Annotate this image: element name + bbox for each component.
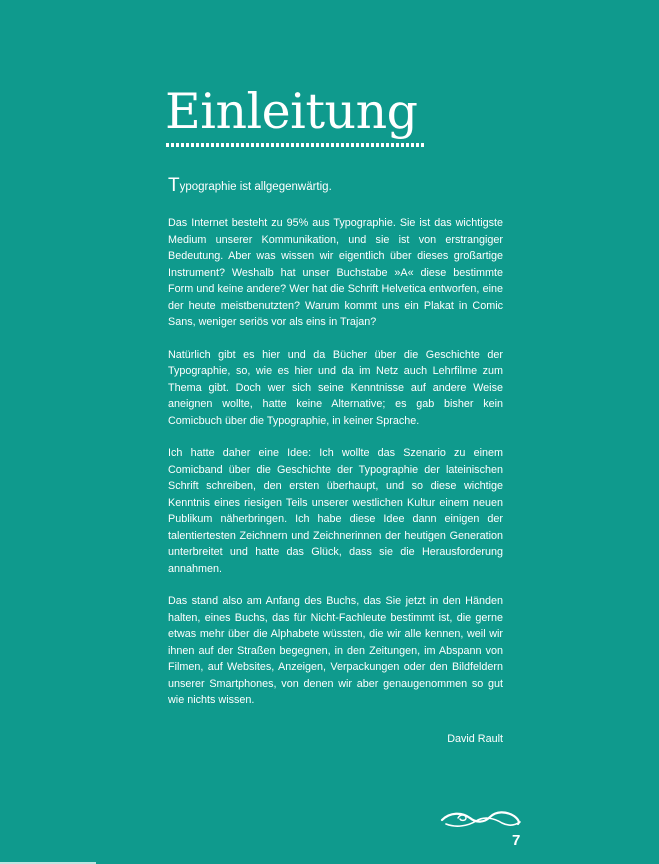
lead-initial: T — [168, 175, 180, 196]
title-dotted-underline — [166, 143, 424, 147]
paragraph-2: Natürlich gibt es hier und da Bücher über die Geschichte der Typographie, so, wie es hier und da im Netz auch Lehrfilme zum Thema gibt. Doch wer sich seine Kenntnisse auf andere Weise aneignen wollte, hatte keine Alternative; es gab bisher kein Comicbuch über die Typographie, in keiner Sprache. — [168, 348, 503, 427]
body-text — [168, 176, 503, 725]
paragraph-3: Ich hatte daher eine Idee: Ich wollte das Szenario zu einem Comicband über die Geschichte der Typographie der lateinischen Schrift schreiben, den ersten überhaupt, und so diese wichtige Kenntnis eines riesigen Teils unserer westlichen Kultur einem neuen Publikum näherbringen. Ich habe diese Idee dann einigen der talentiertesten Zeichnern und Zeichnerinnen der heutigen Generation unterbreitet und hatte das Glück, dass sie die Herausforderung annahmen. — [168, 447, 503, 575]
lead-text: ypographie ist allgegenwärtig. — [179, 181, 332, 193]
swash-ornament-icon — [440, 806, 522, 830]
paragraph-4: Das stand also am Anfang des Buchs, das Sie jetzt in den Händen halten, eines Buchs, das für Nicht-Fachleute bestimmt ist, die gerne etwas mehr über die Alphabete wüssten, die wir alle kennen, weil wir ihnen auf der Straßen begegnen, in den Zeitungen, im Abspann von Filmen, auf Websites, Anzeigen, Verpackungen oder den Bildfeldern unserer Smartphones, von denen wir aber genaugenommen so gut wie nichts wissen. — [168, 595, 503, 706]
paragraph-1: Das Internet besteht zu 95% aus Typographie. Sie ist das wichtigste Medium unserer Kommunikation, und sie ist von erstrangiger Bedeutung. Aber was wissen wir eigentlich über dieses großartige Instrument? Weshalb hat unser Buchstabe »A« diese bestimmte Form und keine andere? Wer hat die Schrift Helvetica entworfen, eine der heute meistbenutzten? Warum kommt uns ein Plakat in Comic Sans, weniger seriös vor als eins in Trajan? — [168, 217, 503, 328]
page-title: Einleitung — [165, 83, 418, 140]
lead-sentence — [168, 176, 503, 197]
author-signature: David Rault — [447, 733, 503, 745]
page-number: 7 — [512, 832, 521, 849]
